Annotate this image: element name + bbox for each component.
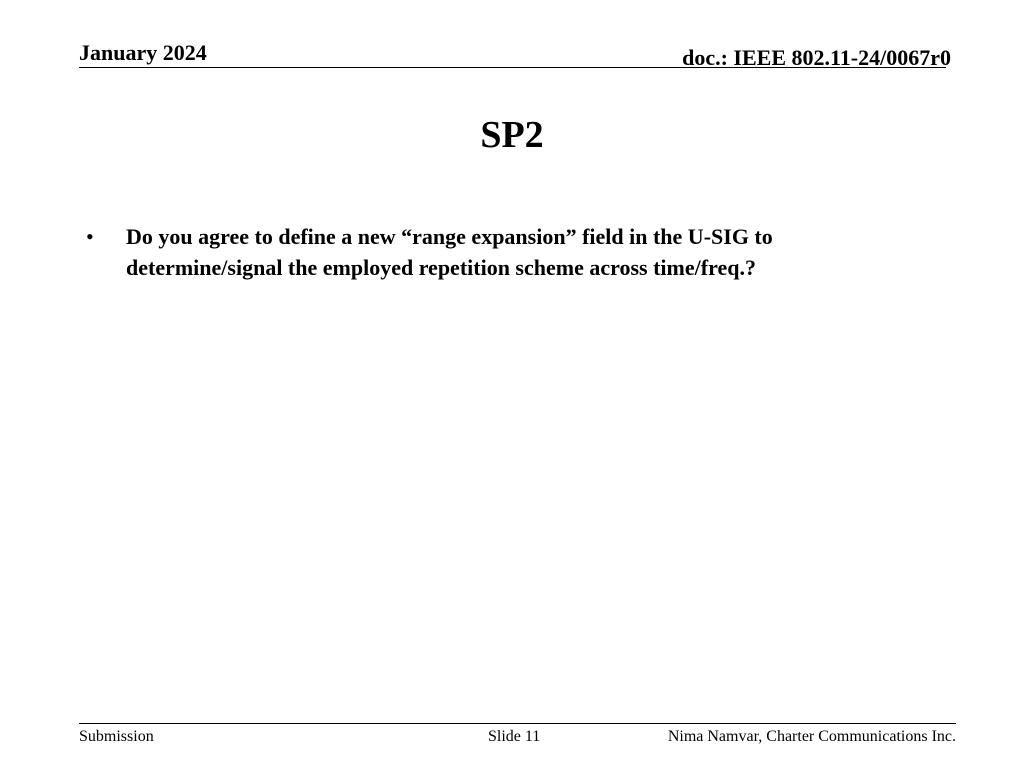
header-document-id: doc.: IEEE 802.11-24/0067r0 <box>682 45 951 70</box>
header-divider <box>79 67 946 68</box>
bullet-item <box>86 221 926 283</box>
footer-slide-number: Slide 11 <box>488 728 541 745</box>
footer-divider <box>79 723 956 724</box>
slide-title: SP2 <box>480 114 544 156</box>
header-date: January 2024 <box>79 40 207 65</box>
bullet-icon: • <box>86 224 94 249</box>
bullet-list <box>86 221 926 283</box>
footer-submission: Submission <box>79 728 154 745</box>
bullet-text: Do you agree to define a new “range expansion” field in the U-SIG to determine/signal the employed repetition scheme across time/freq.? <box>126 224 773 280</box>
footer-author: Nima Namvar, Charter Communications Inc. <box>667 728 956 745</box>
